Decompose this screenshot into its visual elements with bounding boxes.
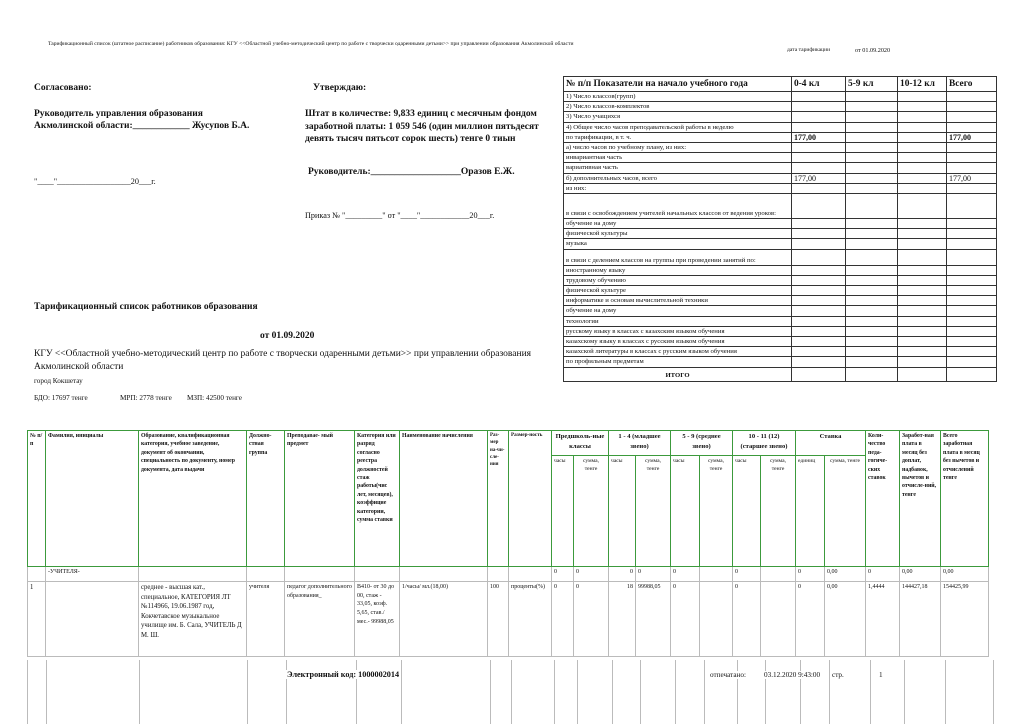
bdo-value: БДО: 17697 тенге bbox=[34, 394, 88, 402]
indicator-value bbox=[898, 275, 947, 285]
indicator-value: 177,00 bbox=[792, 173, 846, 183]
indicator-label: информатике и основам вычислительной техники bbox=[564, 296, 792, 306]
indicators-header-row bbox=[564, 77, 997, 92]
agreed-heading: Согласовано: bbox=[34, 83, 92, 93]
indicator-value bbox=[898, 347, 947, 357]
printed-value: 03.12.2020 9:43:00 bbox=[764, 671, 821, 679]
cell-value: 99988,05 bbox=[636, 582, 671, 657]
indicators-total-value bbox=[792, 367, 846, 381]
indicator-value bbox=[947, 183, 997, 193]
cell-empty bbox=[488, 567, 509, 582]
indicator-value bbox=[792, 102, 846, 112]
table-continuation-line bbox=[829, 660, 830, 724]
indicator-row bbox=[564, 173, 997, 183]
indicators-header-0-4: 0-4 кл bbox=[792, 77, 846, 92]
cell-category: B410- от 30 до 00, стаж - 33,05, коэф. 5,65, став./мес.- 99988,05 bbox=[355, 582, 400, 657]
cell-empty bbox=[509, 567, 552, 582]
header-num: № п/п bbox=[28, 431, 46, 567]
cell-num bbox=[28, 567, 46, 582]
indicator-label: 4) Общее число часов преподавательской работы в неделю bbox=[564, 122, 792, 132]
group-value: 0 bbox=[552, 567, 574, 582]
indicator-value bbox=[792, 306, 846, 316]
table-continuation-line bbox=[612, 660, 613, 724]
table-continuation-line bbox=[945, 660, 946, 724]
table-continuation-line bbox=[800, 660, 801, 724]
indicator-label: физической культуры bbox=[564, 229, 792, 239]
header-accrual-size: Раз-мер на-чи-сле-ния bbox=[488, 431, 509, 567]
subheader-sum: сумма, тенге bbox=[636, 456, 671, 567]
indicator-value bbox=[898, 337, 947, 347]
indicator-value bbox=[846, 102, 898, 112]
indicator-label: физической культуре bbox=[564, 286, 792, 296]
indicator-row bbox=[564, 102, 997, 112]
indicators-header-label: № п/п Показатели на начало учебного года bbox=[564, 77, 792, 92]
indicator-row bbox=[564, 219, 997, 229]
indicators-table bbox=[563, 76, 997, 382]
table-continuation-line bbox=[765, 660, 766, 724]
indicator-value bbox=[792, 316, 846, 326]
indicator-value bbox=[846, 296, 898, 306]
cell-value: 0,00 bbox=[825, 582, 866, 657]
indicators-total-value bbox=[846, 367, 898, 381]
director-signature-line: Руководитель:___________________Оразов Е.Ж. bbox=[308, 167, 515, 177]
table-continuation-line bbox=[247, 660, 248, 724]
cell-value: 18 bbox=[609, 582, 636, 657]
indicator-value bbox=[846, 194, 898, 219]
indicator-row bbox=[564, 229, 997, 239]
indicator-value bbox=[792, 286, 846, 296]
header-grades-5-9: 5 - 9 (среднее звено) bbox=[671, 431, 733, 456]
indicators-header-total: Всего bbox=[947, 77, 997, 92]
indicator-label: русскому языку в классах с казахским языком обучения bbox=[564, 326, 792, 336]
indicator-value bbox=[846, 112, 898, 122]
indicator-value bbox=[898, 183, 947, 193]
cell-empty bbox=[247, 567, 285, 582]
indicator-value bbox=[792, 296, 846, 306]
indicator-value bbox=[792, 326, 846, 336]
indicator-value bbox=[898, 153, 947, 163]
group-value: 0,00 bbox=[941, 567, 989, 582]
indicator-value bbox=[947, 163, 997, 173]
cell-num: 1 bbox=[28, 582, 46, 657]
cell-value: 1,4444 bbox=[866, 582, 900, 657]
indicator-value bbox=[898, 316, 947, 326]
page-label: стр. bbox=[832, 671, 844, 679]
header-name: Фамилия, инициалы bbox=[46, 431, 139, 567]
header-preschool: Предшколь-ные классы bbox=[552, 431, 609, 456]
indicator-value bbox=[792, 249, 846, 265]
order-line: Приказ № "_________" от "____"____________20___г. bbox=[305, 211, 495, 220]
indicator-label: вариативная часть bbox=[564, 163, 792, 173]
indicator-value bbox=[947, 357, 997, 367]
group-value: 0 bbox=[671, 567, 700, 582]
indicator-value bbox=[846, 229, 898, 239]
tariff-date-label: дата тарификации bbox=[787, 47, 831, 53]
indicator-value bbox=[947, 347, 997, 357]
header-ped-rates: Коли-чество педа-гогиче-ских ставок bbox=[866, 431, 900, 567]
cell-value: 154425,99 bbox=[941, 582, 989, 657]
table-continuation-line bbox=[904, 660, 905, 724]
indicator-value bbox=[947, 219, 997, 229]
indicators-header-5-9: 5-9 кл bbox=[846, 77, 898, 92]
indicator-value bbox=[947, 296, 997, 306]
cell-accrual-size: 100 bbox=[488, 582, 509, 657]
indicator-value bbox=[898, 143, 947, 153]
cell-value bbox=[700, 582, 733, 657]
indicator-value bbox=[947, 102, 997, 112]
indicator-value bbox=[898, 173, 947, 183]
indicator-value bbox=[846, 326, 898, 336]
indicators-total-value bbox=[898, 367, 947, 381]
group-row-teachers bbox=[28, 567, 989, 582]
electronic-code: Электронный код: 1000002014 bbox=[287, 670, 400, 679]
indicator-value bbox=[846, 286, 898, 296]
group-value: 0,00 bbox=[825, 567, 866, 582]
indicator-value bbox=[792, 92, 846, 102]
subheader-hours: часы bbox=[671, 456, 700, 567]
indicator-value bbox=[947, 326, 997, 336]
subheader-hours: часы bbox=[552, 456, 574, 567]
table-continuation-line bbox=[46, 660, 47, 724]
indicator-value bbox=[947, 112, 997, 122]
table-continuation-line bbox=[27, 660, 28, 724]
organization-name: КГУ <<Областной учебно-методический центр по работе с творчески одаренными детьми>> при управлении образования Акмолинской области bbox=[34, 349, 532, 372]
indicator-value bbox=[792, 183, 846, 193]
cell-education: среднее - высшая кат., специальное, КАТЕГОРИЯ ЛТ №114966, 19.06.1987 год, Кокчетавское музыкальное училище им. Б. Сала, УЧИТЕЛЬ Д М. Ш. bbox=[139, 582, 247, 657]
table-continuation-line bbox=[554, 660, 555, 724]
document-date: от 01.09.2020 bbox=[260, 331, 315, 341]
indicator-label: 3) Число учащихся bbox=[564, 112, 792, 122]
indicator-value bbox=[846, 92, 898, 102]
indicator-label: технологии bbox=[564, 316, 792, 326]
table-continuation-line bbox=[139, 660, 140, 724]
indicators-header-10-12: 10-12 кл bbox=[898, 77, 947, 92]
indicator-label: в связи с делением классов на группы при проведении занятий по: bbox=[564, 249, 792, 265]
indicator-row bbox=[564, 143, 997, 153]
group-value: 0 bbox=[866, 567, 900, 582]
table-continuation-line bbox=[704, 660, 705, 724]
indicator-value bbox=[947, 194, 997, 219]
subheader-sum: сумма, тенге bbox=[761, 456, 796, 567]
group-value: 0 bbox=[574, 567, 609, 582]
indicator-label: казахской литературы в классах с русским языком обучения bbox=[564, 347, 792, 357]
indicator-value bbox=[947, 265, 997, 275]
indicator-value bbox=[846, 275, 898, 285]
cell-value: 144427,18 bbox=[900, 582, 941, 657]
indicator-row bbox=[564, 316, 997, 326]
agreed-position-line2: Акмолинской области:____________ Жусупов Б.А. bbox=[34, 121, 250, 131]
indicator-value bbox=[846, 132, 898, 142]
cell-value bbox=[761, 582, 796, 657]
subheader-hours: часы bbox=[733, 456, 761, 567]
group-value: 0 bbox=[636, 567, 671, 582]
indicator-value bbox=[846, 219, 898, 229]
indicator-value bbox=[898, 102, 947, 112]
indicator-value bbox=[846, 265, 898, 275]
indicator-value bbox=[898, 132, 947, 142]
indicator-value bbox=[846, 249, 898, 265]
indicator-value bbox=[846, 153, 898, 163]
indicator-value bbox=[846, 173, 898, 183]
cell-empty bbox=[139, 567, 247, 582]
indicators-total-row bbox=[564, 367, 997, 381]
mzp-value: МЗП: 42500 тенге bbox=[187, 394, 242, 402]
indicator-value bbox=[898, 249, 947, 265]
header-position-group: Должно-стная группа bbox=[247, 431, 285, 567]
indicators-total-label: ИТОГО bbox=[564, 367, 792, 381]
indicator-value bbox=[947, 122, 997, 132]
indicator-value bbox=[947, 249, 997, 265]
indicator-value bbox=[846, 183, 898, 193]
indicator-value bbox=[898, 326, 947, 336]
indicator-value bbox=[947, 275, 997, 285]
header-grades-1-4: 1 - 4 (младшее звено) bbox=[609, 431, 671, 456]
indicator-row bbox=[564, 132, 997, 142]
indicator-value bbox=[846, 122, 898, 132]
cell-name bbox=[46, 582, 139, 657]
header-rate: Ставка bbox=[796, 431, 866, 456]
header-category: Категория или разряд согласно реестра должностей стаж работы(чис лет, месяцев), коэффицие категории, сумма ставки bbox=[355, 431, 400, 567]
subheader-sum: сумма, тенге bbox=[574, 456, 609, 567]
table-continuation-line bbox=[640, 660, 641, 724]
indicator-label: обучение на дому bbox=[564, 219, 792, 229]
cell-value: 0 bbox=[796, 582, 825, 657]
indicator-label: казахскому языку в классах с русским языком обучения bbox=[564, 337, 792, 347]
group-value: 0 bbox=[796, 567, 825, 582]
indicator-value bbox=[792, 357, 846, 367]
indicator-row bbox=[564, 296, 997, 306]
indicator-value bbox=[792, 239, 846, 249]
indicator-value bbox=[898, 286, 947, 296]
cell-value: 0 bbox=[671, 582, 700, 657]
indicator-label: по тарификации, в т. ч. bbox=[564, 132, 792, 142]
indicator-value bbox=[846, 143, 898, 153]
indicator-value bbox=[792, 163, 846, 173]
indicator-row bbox=[564, 265, 997, 275]
cell-value: 0 bbox=[552, 582, 574, 657]
indicator-value bbox=[898, 229, 947, 239]
indicator-row bbox=[564, 357, 997, 367]
indicator-value bbox=[898, 122, 947, 132]
printed-label: отпечатано: bbox=[710, 671, 746, 679]
indicator-label: в связи с освобождением учителей начальных классов от ведения уроков: bbox=[564, 194, 792, 219]
mrp-value: МРП: 2778 тенге bbox=[120, 394, 172, 402]
header-education: Образование, квалификационная категория, учебное заведение, документ об окончании, специальность по документу, номер документа, дата выдачи bbox=[139, 431, 247, 567]
indicator-value bbox=[898, 265, 947, 275]
agreed-date-blank: "____"__________________20___г. bbox=[34, 177, 156, 186]
cell-empty bbox=[400, 567, 488, 582]
agreed-position-line1: Руководитель управления образования bbox=[34, 109, 203, 119]
indicator-value bbox=[792, 112, 846, 122]
indicator-row bbox=[564, 337, 997, 347]
indicator-value bbox=[947, 337, 997, 347]
indicator-row bbox=[564, 92, 997, 102]
indicator-value bbox=[792, 337, 846, 347]
indicator-value bbox=[792, 122, 846, 132]
indicator-value bbox=[792, 265, 846, 275]
indicator-row bbox=[564, 122, 997, 132]
indicator-row bbox=[564, 275, 997, 285]
indicator-value bbox=[947, 286, 997, 296]
cell-accrual-name: 1/часы/ мл.(18,00) bbox=[400, 582, 488, 657]
indicator-row bbox=[564, 326, 997, 336]
indicator-value bbox=[947, 153, 997, 163]
indicator-value bbox=[846, 306, 898, 316]
indicator-row bbox=[564, 306, 997, 316]
indicator-label: б) дополнительных часов, всего bbox=[564, 173, 792, 183]
indicator-value bbox=[792, 219, 846, 229]
indicator-value bbox=[947, 92, 997, 102]
subheader-units: единиц bbox=[796, 456, 825, 567]
group-value bbox=[700, 567, 733, 582]
cell-position-group: учителя bbox=[247, 582, 285, 657]
approve-heading: Утверждаю: bbox=[313, 83, 367, 93]
header-dimension: Размер-ность bbox=[509, 431, 552, 567]
tariff-table bbox=[27, 430, 989, 657]
table-continuation-line bbox=[401, 660, 402, 724]
indicator-row bbox=[564, 183, 997, 193]
indicator-value bbox=[792, 229, 846, 239]
cell-empty bbox=[285, 567, 355, 582]
indicator-value bbox=[898, 92, 947, 102]
indicator-value bbox=[898, 219, 947, 229]
table-continuation-line bbox=[490, 660, 491, 724]
cell-value: 0 bbox=[733, 582, 761, 657]
indicator-label: иностранному языку bbox=[564, 265, 792, 275]
indicator-row bbox=[564, 153, 997, 163]
cell-subject: педагог дополнительного образования_ bbox=[285, 582, 355, 657]
tariff-date-value: от 01.09.2020 bbox=[855, 47, 891, 54]
indicator-value bbox=[898, 306, 947, 316]
table-continuation-line bbox=[511, 660, 512, 724]
indicator-value bbox=[792, 143, 846, 153]
indicator-value bbox=[947, 306, 997, 316]
indicator-value bbox=[947, 229, 997, 239]
indicator-label: 1) Число классов(групп) bbox=[564, 92, 792, 102]
header-salary: Заработ-ная плата в месяц без доплат, надбавок, вычетов и отчисле-ний, тенге bbox=[900, 431, 941, 567]
page-number: 1 bbox=[879, 671, 883, 679]
indicator-row bbox=[564, 163, 997, 173]
indicator-value bbox=[898, 194, 947, 219]
indicator-value bbox=[898, 357, 947, 367]
tariff-header-row bbox=[28, 431, 989, 456]
indicator-value bbox=[898, 112, 947, 122]
indicator-value bbox=[792, 194, 846, 219]
indicator-value bbox=[792, 153, 846, 163]
indicator-value bbox=[898, 296, 947, 306]
header-accrual-name: Наименование начисления bbox=[400, 431, 488, 567]
indicators-total-value bbox=[947, 367, 997, 381]
document-header-line: Тарификационный список (штатное расписание) работников образования: КГУ <<Областной учебно-методический центр по работе с творчески одаренными детьми>> при управлении образования Акмолинской области bbox=[48, 41, 574, 47]
indicator-value: 177,00 bbox=[792, 132, 846, 142]
staff-fund-text: Штат в количестве: 9,833 единиц с месячным фондом заработной платы: 1 059 546 (один миллион пятьдесят девять тысяч пятьсот сорок шесть) тенге 0 тиын bbox=[305, 109, 539, 145]
table-continuation-line bbox=[577, 660, 578, 724]
table-continuation-line bbox=[870, 660, 871, 724]
indicator-value bbox=[846, 239, 898, 249]
indicator-row bbox=[564, 239, 997, 249]
indicator-row bbox=[564, 347, 997, 357]
cell-value: 0 bbox=[574, 582, 609, 657]
indicator-label: 2) Число классов-комплектов bbox=[564, 102, 792, 112]
subheader-sum: сумма, тенге bbox=[825, 456, 866, 567]
indicator-value bbox=[792, 275, 846, 285]
indicator-row bbox=[564, 112, 997, 122]
group-value bbox=[761, 567, 796, 582]
subheader-hours: часы bbox=[609, 456, 636, 567]
indicator-value bbox=[846, 337, 898, 347]
indicator-value bbox=[846, 357, 898, 367]
indicator-value bbox=[947, 239, 997, 249]
indicator-row bbox=[564, 194, 997, 219]
indicator-value: 177,00 bbox=[947, 132, 997, 142]
indicator-row bbox=[564, 249, 997, 265]
indicator-label: из них: bbox=[564, 183, 792, 193]
group-label: -УЧИТЕЛЯ- bbox=[46, 567, 139, 582]
indicator-label: а) число часов по учебному плану, из них: bbox=[564, 143, 792, 153]
indicator-value bbox=[846, 163, 898, 173]
group-value: 0,00 bbox=[900, 567, 941, 582]
header-total-salary: Всего заработная плата в месяц без вычетов и отчислений тенге bbox=[941, 431, 989, 567]
group-value: 0 bbox=[733, 567, 761, 582]
indicator-value bbox=[846, 316, 898, 326]
indicator-label: трудовому обучению bbox=[564, 275, 792, 285]
indicator-label: обучение на дому bbox=[564, 306, 792, 316]
indicator-row bbox=[564, 286, 997, 296]
indicator-label: музыка bbox=[564, 239, 792, 249]
cell-empty bbox=[355, 567, 400, 582]
group-value: 0 bbox=[609, 567, 636, 582]
document-title: Тарификационный список работников образования bbox=[34, 302, 258, 312]
employee-row bbox=[28, 582, 989, 657]
indicator-value bbox=[898, 239, 947, 249]
indicator-label: инвариантная часть bbox=[564, 153, 792, 163]
table-continuation-line bbox=[675, 660, 676, 724]
indicator-value bbox=[947, 143, 997, 153]
indicator-value bbox=[792, 347, 846, 357]
header-grades-10-11: 10 - 11 (12) (старшее звено) bbox=[733, 431, 796, 456]
table-continuation-line bbox=[737, 660, 738, 724]
table-continuation-line bbox=[993, 660, 994, 724]
indicator-value bbox=[898, 163, 947, 173]
indicator-value bbox=[947, 316, 997, 326]
subheader-sum: сумма, тенге bbox=[700, 456, 733, 567]
indicator-label: по профильным предметам bbox=[564, 357, 792, 367]
cell-dimension: проценты(%) bbox=[509, 582, 552, 657]
city: город Кокшетау bbox=[34, 377, 83, 385]
indicator-value bbox=[846, 347, 898, 357]
header-subject: Преподавае- мый предмет bbox=[285, 431, 355, 567]
indicator-value: 177,00 bbox=[947, 173, 997, 183]
